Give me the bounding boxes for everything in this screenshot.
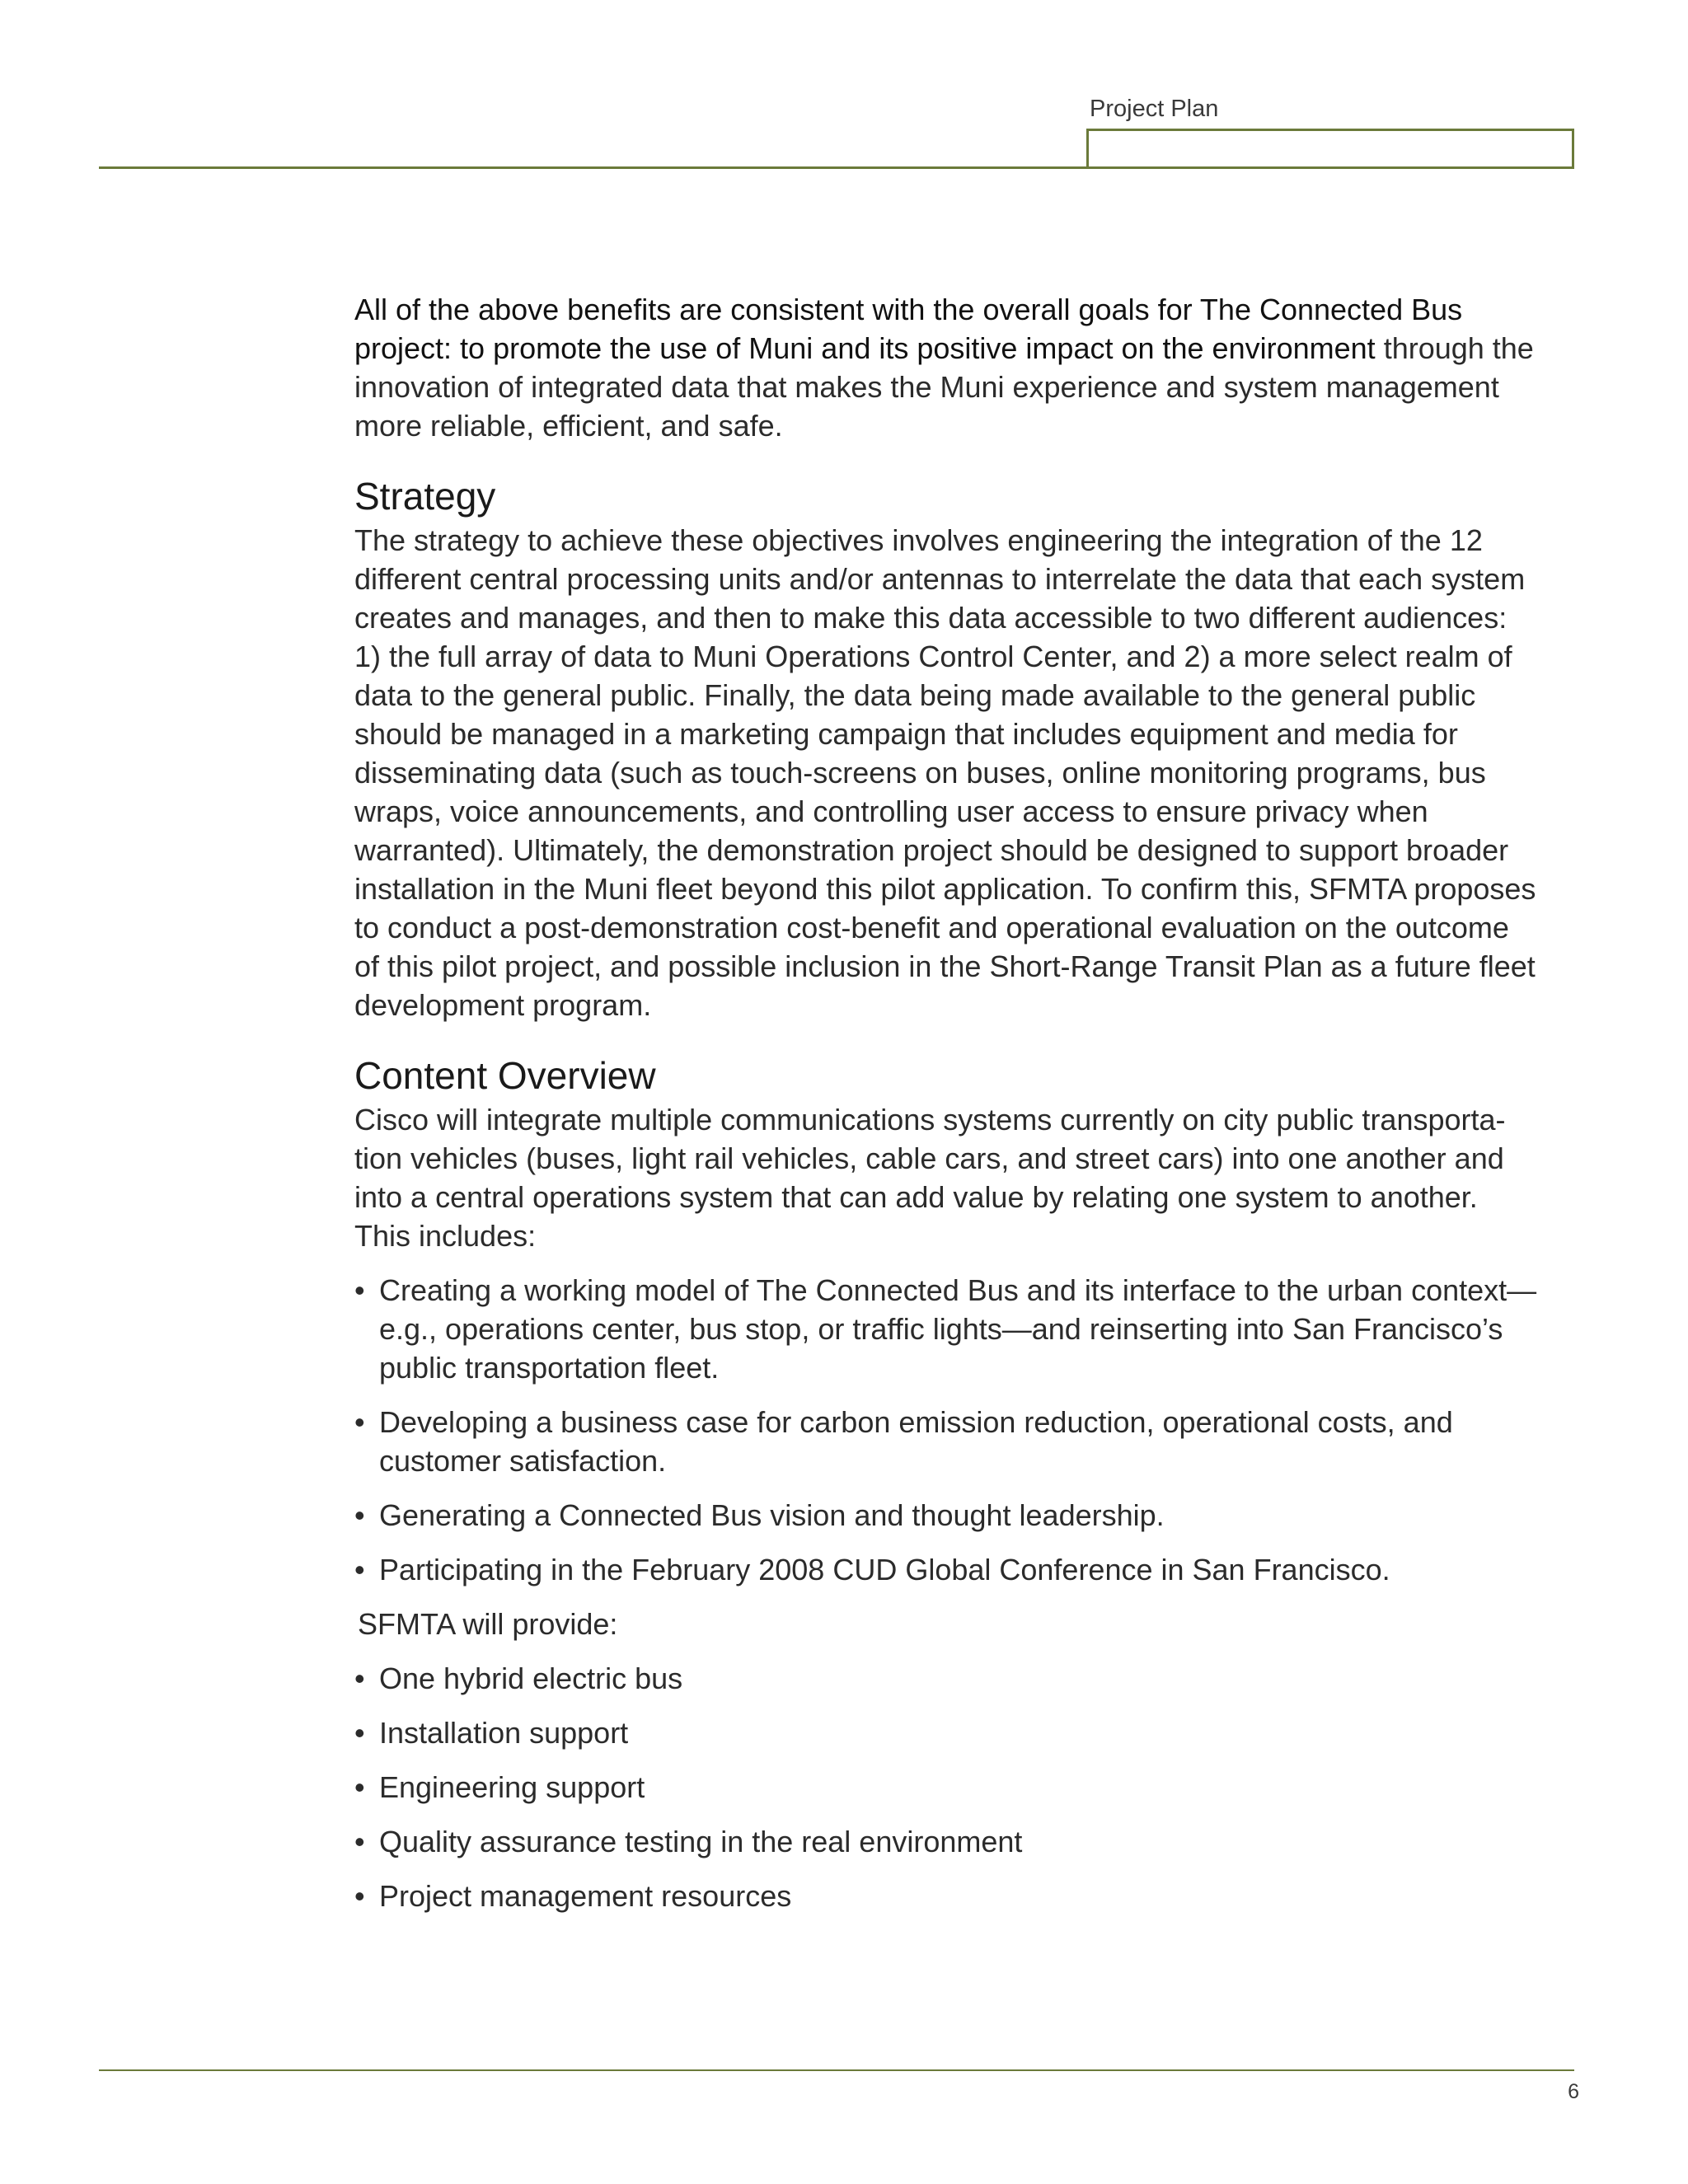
footer-rule <box>99 2069 1574 2071</box>
bullet-icon: • <box>354 1553 365 1586</box>
strategy-heading: Strategy <box>354 475 496 518</box>
list-item: • Installation support <box>354 1713 1541 1752</box>
strategy-section <box>354 475 1541 1024</box>
bullet-icon: • <box>354 1716 365 1750</box>
list-item: • Participating in the February 2008 CUD Global Conference in San Francisco. <box>354 1550 1541 1589</box>
header-rule <box>99 166 1574 169</box>
bullet-icon: • <box>354 1661 365 1695</box>
list-item: • Project management resources <box>354 1877 1541 1915</box>
bullet-icon: • <box>354 1405 365 1439</box>
bullet-icon: • <box>354 1879 365 1913</box>
intro-paragraph <box>354 290 1541 445</box>
list-item: • Generating a Connected Bus vision and thought leadership. <box>354 1496 1541 1535</box>
running-header: Project Plan <box>1090 96 1219 122</box>
intro-rest: through the innovation of integrated data that makes the Muni experience and system management more reliable, efficient, and safe. <box>354 331 1534 443</box>
strategy-paragraph: The strategy to achieve these objectives involves engineering the integration of the 12 different central processing units and/or antennas to interrelate the data that each system creates and manages, and then to make this data accessible to two different audiences: 1) the full array of data to Muni Operations Control Center, and 2) a more select realm of data to the general public. Finally, the data being made available to the general public should be managed in a marketing campaign that includes equipment and media for disseminating data (such as touch-screens on buses, online monitoring programs, bus wraps, voice announcements, and controlling user access to ensure privacy when warranted). Ultimately, the demonstration project should be designed to support broader installation in the Muni fleet beyond this pilot application. To confirm this, SFMTA proposes to conduct a post-demonstration cost-benefit and operational evaluation on the outcome of this pilot project, and possible inclusion in the Short-Range Transit Plan as a future fleet development program. <box>354 523 1536 1022</box>
list-item: • One hybrid electric bus <box>354 1659 1541 1698</box>
bullet-icon: • <box>354 1770 365 1804</box>
list-item: • Engineering support <box>354 1768 1541 1807</box>
list-item: • Creating a working model of The Connected Bus and its interface to the urban context—e.g., operations center, bus stop, or traffic lights—and reinserting into San Francisco’s public transportation fleet. <box>354 1271 1541 1387</box>
header-tab-frame <box>1086 129 1574 166</box>
provide-label: SFMTA will provide: <box>358 1607 618 1641</box>
page-number: 6 <box>1568 2080 1579 2103</box>
bullet-icon: • <box>354 1498 365 1532</box>
intro-lead: All of the above benefits are consistent with the overall goals for The Connected Bus project: to promote the use of Muni and its positive impact on the environment <box>354 293 1463 365</box>
main-content <box>354 290 1541 1915</box>
list-item: • Quality assurance testing in the real environment <box>354 1822 1541 1861</box>
bullet-icon: • <box>354 1825 365 1858</box>
content-overview-section <box>354 1054 1541 1915</box>
bullet-icon: • <box>354 1273 365 1307</box>
content-overview-paragraph: Cisco will integrate multiple communications systems currently on city public transporta-tion vehicles (buses, light rail vehicles, cable cars, and street cars) into one another and into a central operations system that can add value by relating one system to another. This includes: <box>354 1103 1506 1253</box>
content-overview-heading: Content Overview <box>354 1054 656 1097</box>
provides-list <box>354 1659 1541 1915</box>
list-item: • Developing a business case for carbon emission reduction, operational costs, and customer satisfaction. <box>354 1403 1541 1480</box>
includes-list <box>354 1271 1541 1589</box>
